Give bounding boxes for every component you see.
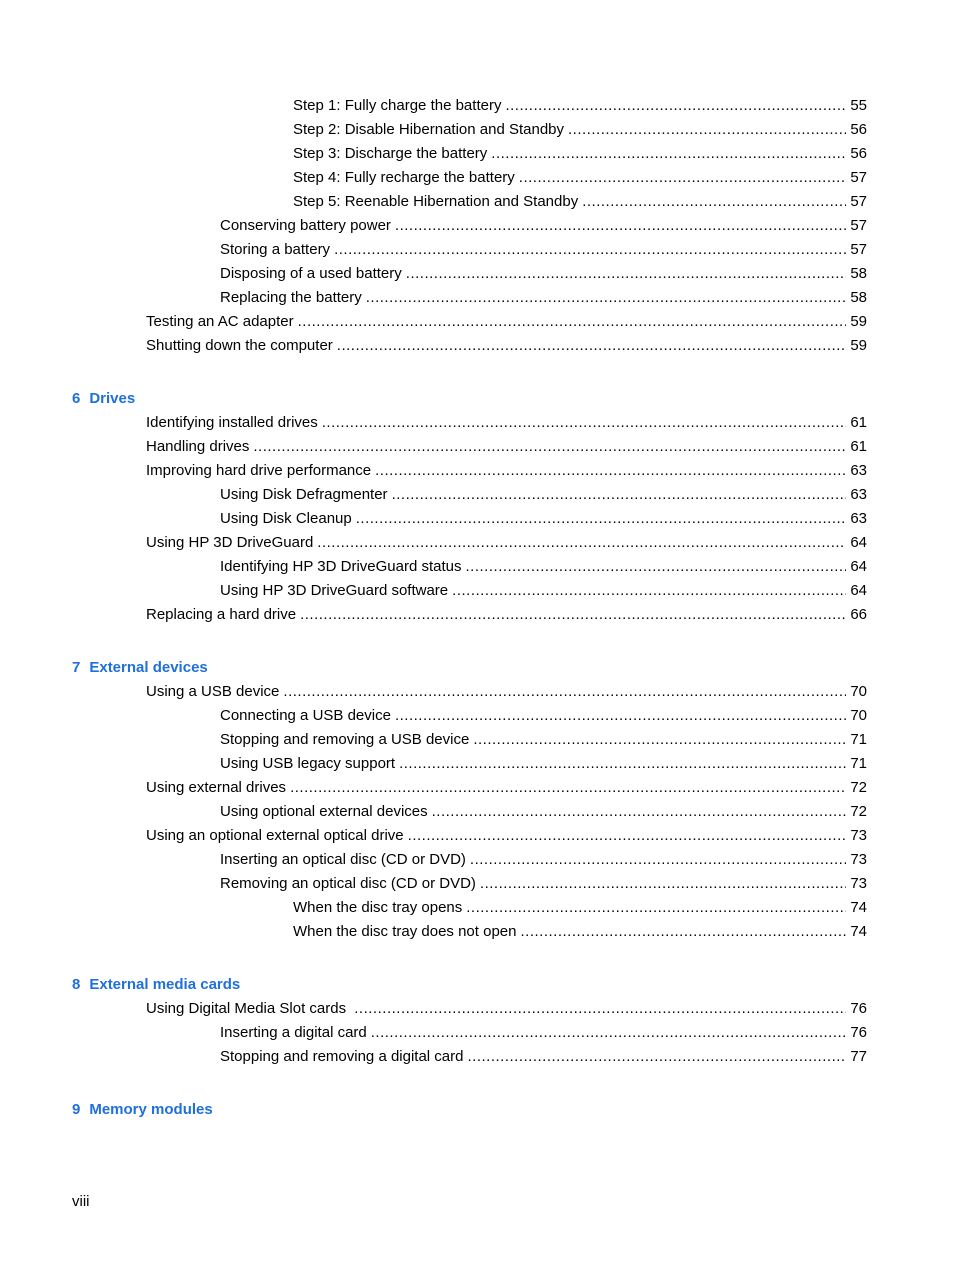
toc-entry-page: 73 [850,851,867,868]
chapter-title: Memory modules [89,1101,213,1118]
toc-entry-page: 72 [850,779,867,796]
chapter-number: 9 [72,1101,81,1118]
toc-entry[interactable] [146,438,867,456]
dot-leader [337,337,847,355]
toc-entry[interactable] [293,97,867,115]
toc-entry-title: Step 3: Discharge the battery [293,145,488,162]
toc-entry[interactable] [293,923,867,941]
toc-entry[interactable] [146,534,867,552]
dot-leader [366,289,847,307]
toc-entry-title: Inserting an optical disc (CD or DVD) [220,851,466,868]
dot-leader [356,510,847,528]
toc-entry-page: 73 [850,875,867,892]
dot-leader [406,265,847,283]
toc-entry-page: 76 [850,1024,867,1041]
toc-entry-title: Using Disk Cleanup [220,510,352,527]
toc-entry-title: Conserving battery power [220,217,391,234]
toc-entry-title: Inserting a digital card [220,1024,367,1041]
chapter-number: 8 [72,976,81,993]
dot-leader [480,875,846,893]
chapter-heading[interactable] [72,976,240,994]
toc-entry-title: Handling drives [146,438,250,455]
dot-leader [582,193,846,211]
chapter-title: External media cards [89,976,241,993]
toc-entry[interactable] [220,731,867,749]
toc-entry[interactable] [146,414,867,432]
dot-leader [468,1048,847,1066]
toc-entry[interactable] [220,875,867,893]
dot-leader [392,486,847,504]
toc-entry-page: 73 [850,827,867,844]
toc-entry-title: Stopping and removing a USB device [220,731,470,748]
toc-entry-page: 77 [850,1048,867,1065]
toc-entry-page: 55 [850,97,867,114]
dot-leader [300,606,846,624]
toc-entry-page: 64 [850,558,867,575]
toc-entry-title: Improving hard drive performance [146,462,372,479]
dot-leader [283,683,846,701]
toc-entry[interactable] [220,582,867,600]
dot-leader [322,414,847,432]
page-number: viii [72,1193,90,1210]
toc-entry-title: Replacing the battery [220,289,362,306]
dot-leader [395,707,846,725]
toc-entry[interactable] [146,683,867,701]
toc-entry-title: Using Digital Media Slot cards [146,1000,351,1017]
toc-entry-page: 56 [850,121,867,138]
dot-leader [290,779,846,797]
dot-leader [519,169,847,187]
toc-entry[interactable] [146,337,867,355]
toc-entry[interactable] [220,755,867,773]
toc-entry-page: 70 [850,707,867,724]
toc-entry[interactable] [220,486,867,504]
toc-entry[interactable] [220,1048,867,1066]
toc-entry-title: Using HP 3D DriveGuard [146,534,314,551]
dot-leader [334,241,846,259]
toc-entry-page: 76 [850,1000,867,1017]
toc-entry[interactable] [220,707,867,725]
dot-leader [253,438,846,456]
toc-entry-title: Using USB legacy support [220,755,396,772]
toc-entry-title: When the disc tray opens [293,899,463,916]
toc-entry[interactable] [146,1000,867,1018]
toc-entry-page: 57 [850,193,867,210]
dot-leader [505,97,846,115]
toc-entry-title: Connecting a USB device [220,707,391,724]
toc-entry-title: Step 4: Fully recharge the battery [293,169,515,186]
toc-entry-title: Disposing of a used battery [220,265,402,282]
toc-entry-title: Step 2: Disable Hibernation and Standby [293,121,565,138]
toc-entry-title: Using optional external devices [220,803,428,820]
dot-leader [432,803,847,821]
toc-entry[interactable] [220,1024,867,1042]
toc-entry-title: Step 5: Reenable Hibernation and Standby [293,193,579,210]
toc-entry-page: 66 [850,606,867,623]
chapter-heading[interactable] [72,659,208,677]
chapter-heading[interactable] [72,390,135,408]
toc-entry[interactable] [293,899,867,917]
toc-entry-title: Testing an AC adapter [146,313,294,330]
toc-entry[interactable] [146,779,867,797]
chapter-number: 6 [72,390,81,407]
toc-entry-page: 59 [850,337,867,354]
dot-leader [473,731,846,749]
toc-entry-page: 71 [850,755,867,772]
dot-leader [568,121,846,139]
toc-entry-page: 63 [850,486,867,503]
toc-entry-title: Using external drives [146,779,287,796]
toc-entry-title: Using a USB device [146,683,280,700]
toc-entry-title: Identifying HP 3D DriveGuard status [220,558,462,575]
toc-entry[interactable] [293,169,867,187]
dot-leader [317,534,846,552]
dot-leader [520,923,846,941]
toc-entry[interactable] [220,510,867,528]
toc-entry-title: Removing an optical disc (CD or DVD) [220,875,476,892]
dot-leader [298,313,847,331]
toc-entry-page: 57 [850,241,867,258]
toc-entry-title: Storing a battery [220,241,331,258]
toc-entry-page: 64 [850,534,867,551]
toc-entry-title: Step 1: Fully charge the battery [293,97,502,114]
toc-entry[interactable] [220,558,867,576]
toc-entry[interactable] [293,121,867,139]
toc-entry[interactable] [220,803,867,821]
dot-leader [466,899,846,917]
dot-leader [399,755,846,773]
dot-leader [470,851,846,869]
chapter-number: 7 [72,659,81,676]
chapter-title: External devices [89,659,208,676]
toc-entry-page: 74 [850,899,867,916]
dot-leader [354,1000,846,1018]
chapter-title: Drives [89,390,136,407]
toc-entry-page: 57 [850,217,867,234]
toc-entry[interactable] [220,217,867,235]
toc-entry-page: 72 [850,803,867,820]
toc-entry-title: When the disc tray does not open [293,923,517,940]
toc-entry-page: 74 [850,923,867,940]
toc-entry-page: 61 [850,438,867,455]
toc-entry[interactable] [146,827,867,845]
toc-entry-title: Stopping and removing a digital card [220,1048,464,1065]
toc-entry-page: 56 [850,145,867,162]
toc-entry-page: 71 [850,731,867,748]
toc-entry-page: 64 [850,582,867,599]
dot-leader [375,462,846,480]
toc-entry-page: 58 [850,289,867,306]
dot-leader [395,217,846,235]
toc-entry-title: Replacing a hard drive [146,606,297,623]
toc-entry-title: Using Disk Defragmenter [220,486,388,503]
toc-entry-title: Using an optional external optical drive [146,827,404,844]
toc-entry-page: 70 [850,683,867,700]
toc-entry[interactable] [293,145,867,163]
toc-entry[interactable] [220,241,867,259]
toc-entry-page: 63 [850,462,867,479]
dot-leader [491,145,846,163]
toc-entry[interactable] [146,462,867,480]
toc-entry[interactable] [146,313,867,331]
dot-leader [371,1024,847,1042]
toc-entry-page: 58 [850,265,867,282]
toc-entry-title: Using HP 3D DriveGuard software [220,582,449,599]
dot-leader [466,558,847,576]
toc-entry[interactable] [293,193,867,211]
toc-entry-page: 57 [850,169,867,186]
toc-entry-page: 63 [850,510,867,527]
toc-entry[interactable] [146,606,867,624]
toc-entry[interactable] [220,851,867,869]
toc-entry-page: 59 [850,313,867,330]
dot-leader [452,582,846,600]
toc-entry-title: Identifying installed drives [146,414,318,431]
toc-entry[interactable] [220,265,867,283]
toc-entry[interactable] [220,289,867,307]
toc-entry-page: 61 [850,414,867,431]
toc-entry-title: Shutting down the computer [146,337,333,354]
dot-leader [408,827,847,845]
chapter-heading[interactable] [72,1101,213,1119]
